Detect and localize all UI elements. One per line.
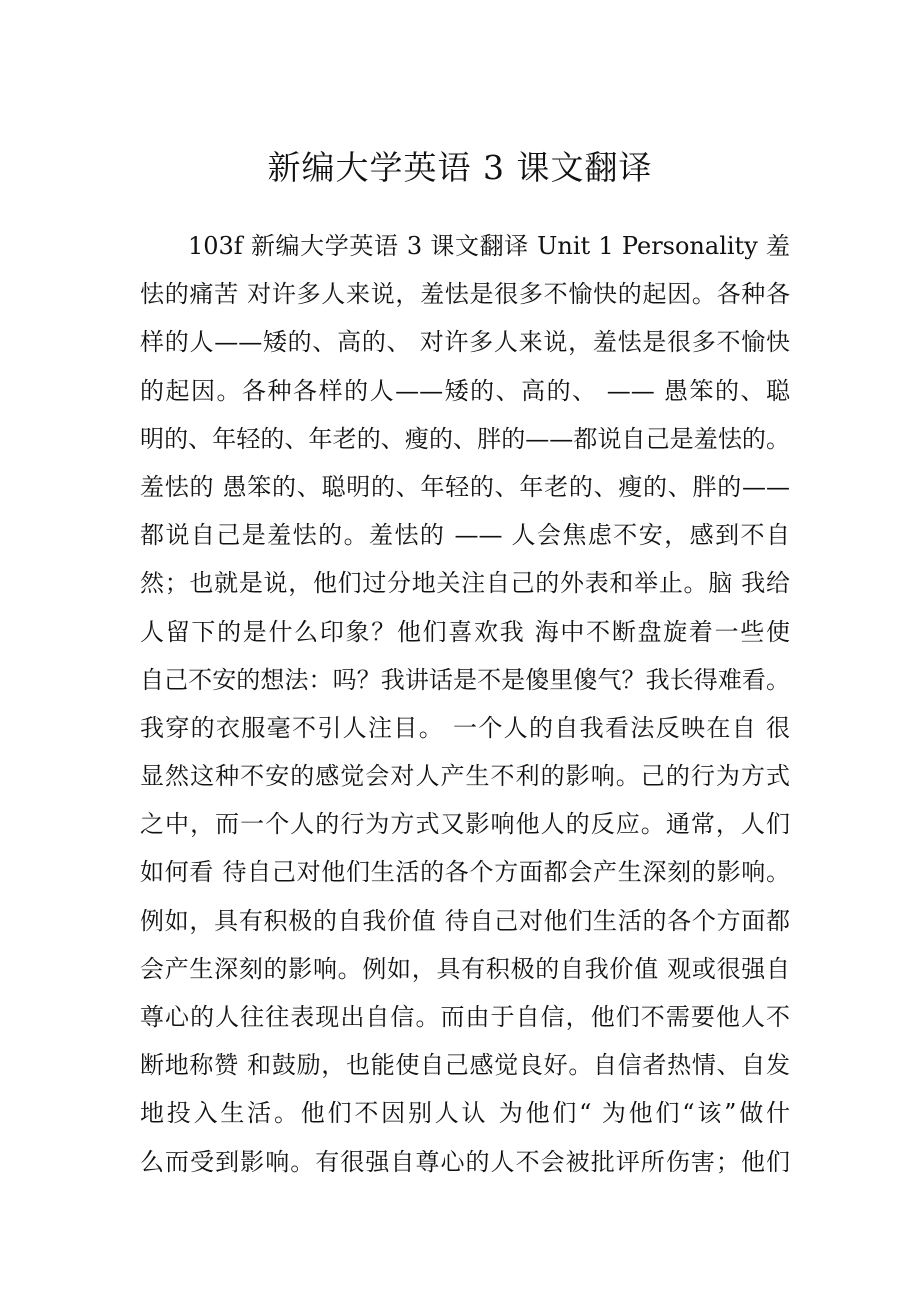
body-line: 怯的痛苦 对许多人来说，羞怯是很多不愉快的起因。各种各 [140, 280, 790, 309]
body-line: 尊心的人往往表现出自信。而由于自信，他们不需要他人不 [140, 1003, 790, 1031]
body-line: 显然这种不安的感觉会对人产生不利的影响。己的行为方式 [140, 762, 790, 791]
document-body [140, 222, 790, 1186]
body-line: 羞怯的 愚笨的、聪明的、年轻的、年老的、瘦的、胖的—— [140, 472, 790, 501]
body-line: 自己不安的想法：吗？我讲话是不是傻里傻气？我长得难看。 [140, 665, 790, 694]
body-line: 人留下的是什么印象？他们喜欢我 海中不断盘旋着一些使 [140, 617, 790, 646]
document-title: 新编大学英语 3 课文翻译 [267, 148, 653, 187]
body-line: 会产生深刻的影响。例如，具有积极的自我价值 观或很强自 [140, 954, 790, 983]
body-line: 断地称赞 和鼓励，也能使自己感觉良好。自信者热情、自发 [140, 1051, 790, 1080]
body-line: 如何看 待自己对他们生活的各个方面都会产生深刻的影响。 [140, 858, 790, 887]
body-line: 都说自己是羞怯的。羞怯的 —— 人会焦虑不安，感到不自 [140, 521, 790, 550]
body-line: 样的人——矮的、高的、 对许多人来说，羞怯是很多不愉快 [140, 328, 790, 357]
body-line: 我穿的衣服毫不引人注目。 一个人的自我看法反映在自 很 [140, 713, 790, 742]
body-line: 么而受到影响。有很强自尊心的人不会被批评所伤害；他们 [140, 1147, 790, 1176]
body-line: 的起因。各种各样的人——矮的、高的、 —— 愚笨的、聪 [140, 376, 790, 405]
body-line: 之中，而一个人的行为方式又影响他人的反应。通常，人们 [140, 810, 790, 839]
body-line: 例如，具有积极的自我价值 待自己对他们生活的各个方面都 [140, 906, 790, 935]
body-line: 然；也就是说，他们过分地关注自己的外表和举止。脑 我给 [140, 569, 790, 598]
body-line: 103f 新编大学英语 3 课文翻译 Unit 1 Personality 羞 [188, 232, 790, 260]
body-line: 明的、年轻的、年老的、瘦的、胖的——都说自己是羞怯的。 [140, 424, 790, 453]
body-line: 地投入生活。他们不因别人认 为他们“ 为他们“该”做什 [140, 1099, 790, 1128]
